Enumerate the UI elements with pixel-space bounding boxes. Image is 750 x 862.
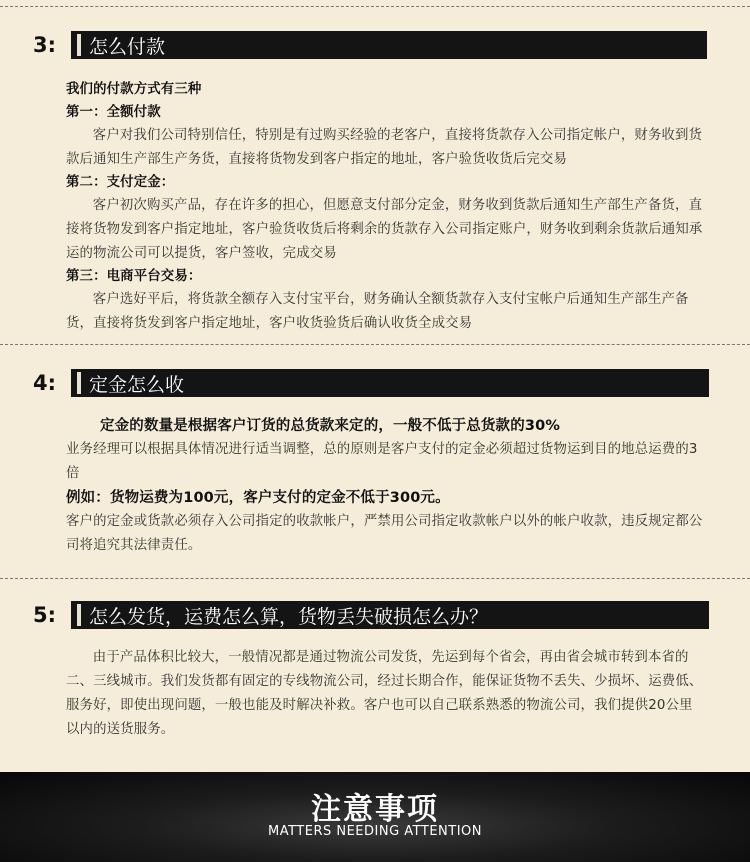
section-4-number: 4: (33, 371, 57, 395)
attention-subtitle: MATTERS NEEDING ATTENTION (267, 824, 483, 839)
deposit-rule: 定金的数量是根据客户订货的总货款来定的，一般不低于总货款的30% (100, 418, 561, 434)
payment-item-1-heading: 第一：全额付款 (66, 105, 161, 120)
payment-item-1-text: 客户对我们公司特别信任，特别是有过购买经验的老客户，直接将货款存入公司指定帐户，财务收到货款后通知生产部生产务货，直接将货物发到客户指定的地址，客户验货收货后完交易 (66, 128, 703, 167)
divider-1 (0, 344, 750, 345)
top-divider (0, 6, 750, 7)
section-4-title-bar (71, 369, 709, 397)
section-5-title-bar (71, 601, 709, 629)
section-5-body (66, 646, 706, 742)
payment-item-3-heading: 第三：电商平台交易： (66, 269, 202, 284)
section-3-header (33, 31, 707, 59)
shipping-text: 由于产品体积比较大，一般情况都是通过物流公司发货，先运到每个省会，再由省会城市转到本省的二、三线城市。我们发货都有固定的专线物流公司，经过长期合作，能保证货物不丢失、少损坏、运费低、服务好，即使出现问题，一般也能及时解决补救。客户也可以自己联系熟悉的物流公司，我们提供20公里以内的送货服务。 (66, 650, 703, 737)
section-4-header (33, 369, 709, 397)
attention-title: 注意事项 (311, 792, 439, 827)
section-5-title: 怎么发货，运费怎么算，货物丢失破损怎么办？ (89, 605, 489, 628)
section-5-header (33, 601, 709, 629)
title-marker (77, 372, 81, 394)
section-3-body (66, 78, 706, 336)
payment-item-2-text: 客户初次购买产品，存在许多的担心，但愿意支付部分定金，财务收到货款后通知生产部生产备货，直接将货物发到客户指定地址，客户验货收货后将剩余的货款存入公司指定账户，财务收到剩余货款后通知承运的物流公司可以提货，客户签收，完成交易 (66, 198, 703, 261)
section-3-title: 怎么付款 (89, 35, 166, 58)
section-4-body (66, 414, 706, 558)
payment-item-2-heading: 第二：支付定金： (66, 175, 175, 190)
deposit-adjustment: 业务经理可以根据具体情况进行适当调整，总的原则是客户支付的定金必须超过货物运到目的地总运费的3倍 (66, 442, 698, 481)
deposit-example: 例如：货物运费为100元，客户支付的定金不低于300元。 (66, 490, 450, 506)
payment-item-3-text: 客户选好平后，将货款全额存入支付宝平台，财务确认全额货款存入支付宝帐户后通知生产部生产备货，直接将货发到客户指定地址，客户收货验货后确认收货全成交易 (66, 292, 689, 331)
section-3-number: 3: (33, 33, 57, 57)
section-5-number: 5: (33, 603, 57, 627)
payment-intro: 我们的付款方式有三种 (66, 82, 202, 97)
title-marker (77, 604, 81, 626)
divider-2 (0, 578, 750, 579)
section-3-title-bar (71, 31, 707, 59)
deposit-account-rule: 客户的定金或货款必须存入公司指定的收款帐户，严禁用公司指定收款帐户以外的帐户收款，违反规定都公司将追究其法律责任。 (66, 514, 703, 553)
title-marker (77, 34, 81, 56)
section-4-title: 定金怎么收 (89, 373, 185, 396)
attention-banner (0, 772, 750, 862)
